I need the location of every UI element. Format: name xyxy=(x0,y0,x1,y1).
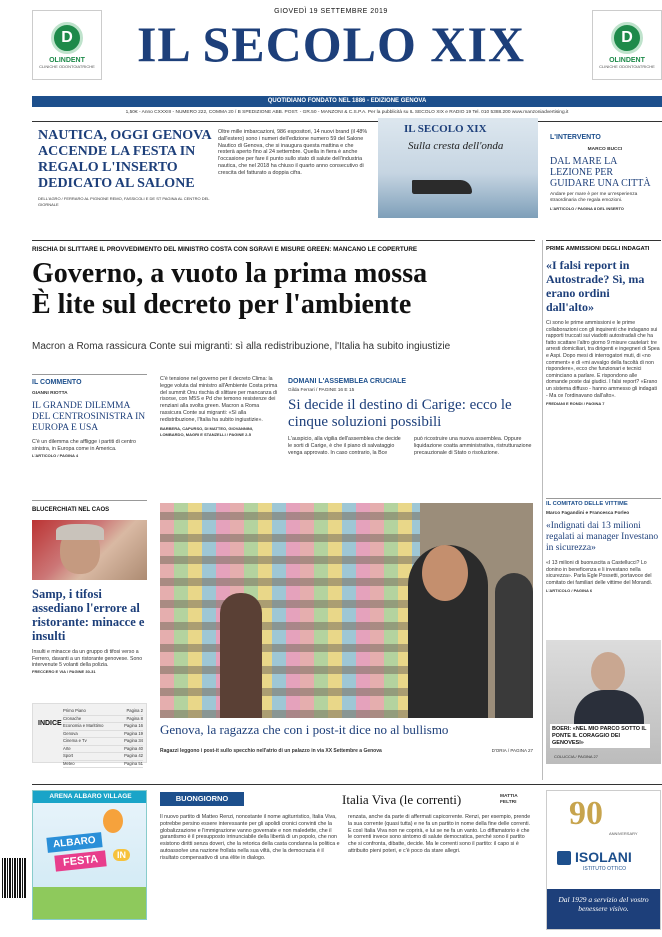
balloon-icon xyxy=(103,809,123,833)
buongiorno-author: MATTIA FELTRI xyxy=(500,794,518,805)
ad-ground xyxy=(33,887,147,920)
ferrero-photo[interactable] xyxy=(32,520,147,580)
index-row-page: Pagina 40 xyxy=(124,745,143,751)
intervento-box[interactable]: L'INTERVENTO MARCO BUCCI DAL MARE LA LEZIONE PER GUIDARE UNA CITTÀ Andare per mare è per me un'esperienza straordinaria che regala emozioni. L'ARTICOLO / PAGINA 8 DEL INSERTO xyxy=(550,134,651,211)
buongiorno-kicker: BUONGIORNO xyxy=(160,792,244,806)
isolani-logo-icon xyxy=(557,851,571,865)
issue-date: GIOVEDÌ 19 SETTEMBRE 2019 xyxy=(274,8,388,15)
index-row-name: Cronache xyxy=(63,715,82,721)
index-row-name: Economia e Marittimo xyxy=(63,723,104,728)
boeri-photo[interactable]: BOERI: «NEL MIO PARCO SOTTO IL PONTE IL CORAGGIO DEI GENOVESI» COLUCCIA / PAGINA 27 xyxy=(546,640,661,764)
barcode-icon xyxy=(2,858,26,898)
insert-cover[interactable]: IL SECOLO XIX Sulla cresta dell'onda xyxy=(378,118,538,218)
nautica-body: Oltre mille imbarcazioni, 986 espositori, 14 nuovi brand (il 48% dall'estero) sono i numeri dell'edizione numero 59 del Salone Nautico di Genova, che si inaugura questa mattina e che resterà aperto fino al 24 settembre. Quella in fiera è anche l'occasione per fare il punto sullo stato di salute dell'industria nautica, che nel 2018 ha chiuso il quarto anno consecutivo di crescita del fatturato a doppia cifra. xyxy=(218,129,368,176)
olindent-logo-left: D OLINDENT CLINICHE ODONTOIATRICHE xyxy=(32,10,102,80)
index-box: INDICE Primo Piano Pagina 2 Cronache Pagina 8 Economia e Marittimo Pagina 16 Genova Pagina 19 Cinema e Tv Pagina 34 Arte Pagina 40 Sport Pagina 42 Meteo Pagina 51 xyxy=(32,703,147,763)
boat-icon xyxy=(412,180,472,194)
masthead[interactable]: IL SECOLO XIX xyxy=(136,16,526,72)
lead-kicker: RISCHIA DI SLITTARE IL PROVVEDIMENTO DEL MINISTRO COSTA CON SGRAVI E MISURE GREEN: MANCANO LE COPERTURE xyxy=(32,246,418,253)
index-row-page: Pagina 2 xyxy=(126,708,143,713)
nautica-credit: DELL'AGRO / FERRARO AL PIGNONE REMO, FASSICOLI E DE ST PAGINA AL CENTRO DEL GIORNALE xyxy=(38,196,210,207)
prime-ammissioni-box[interactable]: PRIME AMMISSIONI DEGLI INDAGATI «I falsi report in Autostrade? Sì, ma erano ordini dall'alto» Ci sono le prime ammissioni e le prime collaborazioni con gli inquirenti che indagano sui rapporti truccati sui viadotti autostradali che ha fatto scattare l'altro giorno 9 misure cautelari: tre arresti domiciliari, tra dirigenti e ingegneri di Spea e Aspi. Dopo mesi di interrogatori muti, di «no comment» e di «mi avvalgo della facoltà di non rispondere», ecco che funzionari e tecnici cominciano a parlare. E rispondono alle domande poste dai giudici. I falsi report? «Erano un sistema diffuso - hanno ammesso gli indagati - Ma ce l'ordinavano dall'alto». FREDIANI E RONDI / PAGINA 7 xyxy=(546,246,660,407)
vittime-box[interactable]: IL COMITATO DELLE VITTIME Marco Fagandini e Francesca Forleo «Indignati dai 13 milioni regalati ai manager Investano in sicurezza» «I 13 milioni di buonuscita a Castellucci? Lo donino in beneficenza e li investano nella sicurezza». Parla Egle Possetti, portavoce del comitato dei familiari delle vittime del Morandi. L'ARTICOLO / PAGINA 6 xyxy=(546,501,659,594)
girl-head-icon xyxy=(422,545,468,601)
index-row-name: Meteo xyxy=(63,760,75,766)
index-row[interactable] xyxy=(63,716,143,724)
edition-bar: QUOTIDIANO FONDATO NEL 1886 - EDIZIONE GENOVA xyxy=(32,96,662,107)
carige-story[interactable]: DOMANI L'ASSEMBLEA CRUCIALE Gilda Ferrari / PAGINE 16 E 15 Si decide il destino di Carige: ecco le cinque soluzioni possibili L'auspicio, alla vigilia dell'assemblea che decide le sorti di Carige, è che il piano di salvataggio venga approvato. In caso contrario, la Bce può ricostruire una nuova assemblea. Oppure liquidazione coatta amministrativa, ristrutturazione precauzionale di Stato o risoluzione. xyxy=(288,378,532,456)
commento-box[interactable]: IL COMMENTO GIANNI RIOTTA IL GRANDE DILEMMA DEL CENTROSINISTRA IN EUROPA E USA C'è un dilemma che affligge i partiti di centro sinistra, in Europa come in America. L'ARTICOLO / PAGINA 4 xyxy=(32,379,146,458)
blucerchiati-story[interactable]: Samp, i tifosi assediano l'errore al ristorante: minacce e insulti Insulti e minacce da un gruppo di tifosi verso a Ferrero, davanti a un ristorante genovese. Sono intervenute 5 volanti della polizia. FRECCERO E VIA / PAGINE 30-31 xyxy=(32,587,145,674)
index-row[interactable] xyxy=(63,761,143,769)
albaro-ad[interactable]: ARENA ALBARO VILLAGE ALBARO FESTA IN xyxy=(32,790,147,920)
photo-credit: Ragazzi leggono i post-it sullo specchio nell'atrio di un palazzo in via XX Settembre a Genova xyxy=(160,748,382,754)
olindent-logo-right: D OLINDENT CLINICHE ODONTOIATRICHE xyxy=(592,10,662,80)
nautica-story[interactable] xyxy=(38,128,214,208)
buongiorno-col1: Il nuovo partito di Matteo Renzi, nonostante il nome agiturristico, Italia Viva, potrebbe persino essere interessante per gli apolidi cronici convinti che la globalizzazione e l'immigrazione vanno governate e non maledette, che il garantismo è il presupposto irrinunciabile della libertà di un popolo, che non esistono diritti senza doveri, che la retorica della casta condanna la politica e autoassolve una nazione frollata nella sua viltà, che la democrazia è il risultato compensativo di una élite in dialogo. xyxy=(160,814,340,861)
olindent-icon: D xyxy=(51,22,83,54)
postit-photo[interactable] xyxy=(160,503,533,718)
buongiorno-col2: renzata, anche da parte di affermati capicorrente. Renzi, per esempio, prende la sua corrente (quasi tutta) e ne fa un partito in nome della fine delle correnti. E così Italia Viva non ne coprirà, e lui se ne fa un vanto. Lo diffamatorio è che le correnti invece sono sintomo di salute democratica, perché sono il partito che si confronta, dibatte, decide. Ma le correnti sono il partito: il capo si è attribuito pieni poteri, e c'è poco da stare allegri. xyxy=(348,814,531,854)
boy-figure-icon xyxy=(495,573,533,718)
index-row[interactable] xyxy=(63,723,143,731)
hair-icon xyxy=(56,524,104,540)
isolani-ad[interactable]: 90 ANNIVERSARY ISOLANI ISTITUTO OTTICO Dal 1929 a servizio del vostro benessere visivo. xyxy=(546,790,661,930)
index-row[interactable] xyxy=(63,708,143,716)
lead-subhead[interactable]: Macron a Roma rassicura Conte sui migranti: sì alla redistribuzione, l'Italia ha subito ingiustizie xyxy=(32,341,451,352)
index-row[interactable] xyxy=(63,753,143,761)
olindent-icon: D xyxy=(611,22,643,54)
index-row-page: Pagina 34 xyxy=(124,738,143,743)
info-bar: 1,50€ - Anno CXXXIII - NUMERO 222, COMMA 20 / B SPEDIZIONE ABB. POST. - GR.50 - MANZONI & C.S.P.A. Per la pubblicità su IL SECOLO XIX e RADIO 19 Tel. 010 5388.200 www.manzoniadvertising.it xyxy=(125,110,569,115)
index-row-name: Primo Piano xyxy=(63,708,86,713)
index-row-page: Pagina 51 xyxy=(124,760,143,766)
person-figure-icon xyxy=(220,593,262,718)
index-row-page: Pagina 16 xyxy=(124,723,143,728)
index-row-page: Pagina 19 xyxy=(124,730,143,736)
index-row[interactable] xyxy=(63,738,143,746)
index-row-page: Pagina 8 xyxy=(126,715,143,721)
buongiorno-headline[interactable]: Italia Viva (le correnti) xyxy=(342,792,462,807)
photo-caption[interactable]: Genova, la ragazza che con i post-it dice no al bullismo xyxy=(160,722,449,737)
index-row-page: Pagina 42 xyxy=(124,753,143,758)
blucerchiati-kicker: BLUCERCHIATI NEL CAOS xyxy=(32,507,110,513)
index-row[interactable] xyxy=(63,746,143,754)
index-row-name: Cinema e Tv xyxy=(63,738,87,743)
photo-page: D'ORIA / PAGINA 27 xyxy=(491,748,533,753)
index-row[interactable] xyxy=(63,731,143,739)
postit-overlay xyxy=(160,503,420,718)
lead-body: C'è tensione nel governo per il decreto Clima: la legge voluta dal ministro all'Ambiente Costa prima del summit Onu rischia di slittare per mancanza di risorse, con M5S e Pd che temono resistenze dei renziani alla svolta green. Macron a Roma rassicura Conte sui migranti: «Sì alla redistribuzione, l'Italia ha subito ingiustizie». BARBERA, CAPURSO, DI MATTEO, GIOVANNINI, LOMBARDO, MAGRI E STANZELLI / PAGINE 2-5 xyxy=(160,376,278,438)
portrait-head-icon xyxy=(591,652,625,692)
index-row-name: Sport xyxy=(63,753,74,758)
index-row-name: Arte xyxy=(63,745,71,751)
index-row-name: Genova xyxy=(63,730,78,736)
lead-headline[interactable]: Governo, a vuoto la prima mossa È lite sul decreto per l'ambiente xyxy=(32,258,428,320)
index-list xyxy=(63,708,143,768)
nautica-headline[interactable]: NAUTICA, OGGI GENOVA ACCENDE LA FESTA IN REGALO L'INSERTO DEDICATO AL SALONE xyxy=(38,128,211,191)
